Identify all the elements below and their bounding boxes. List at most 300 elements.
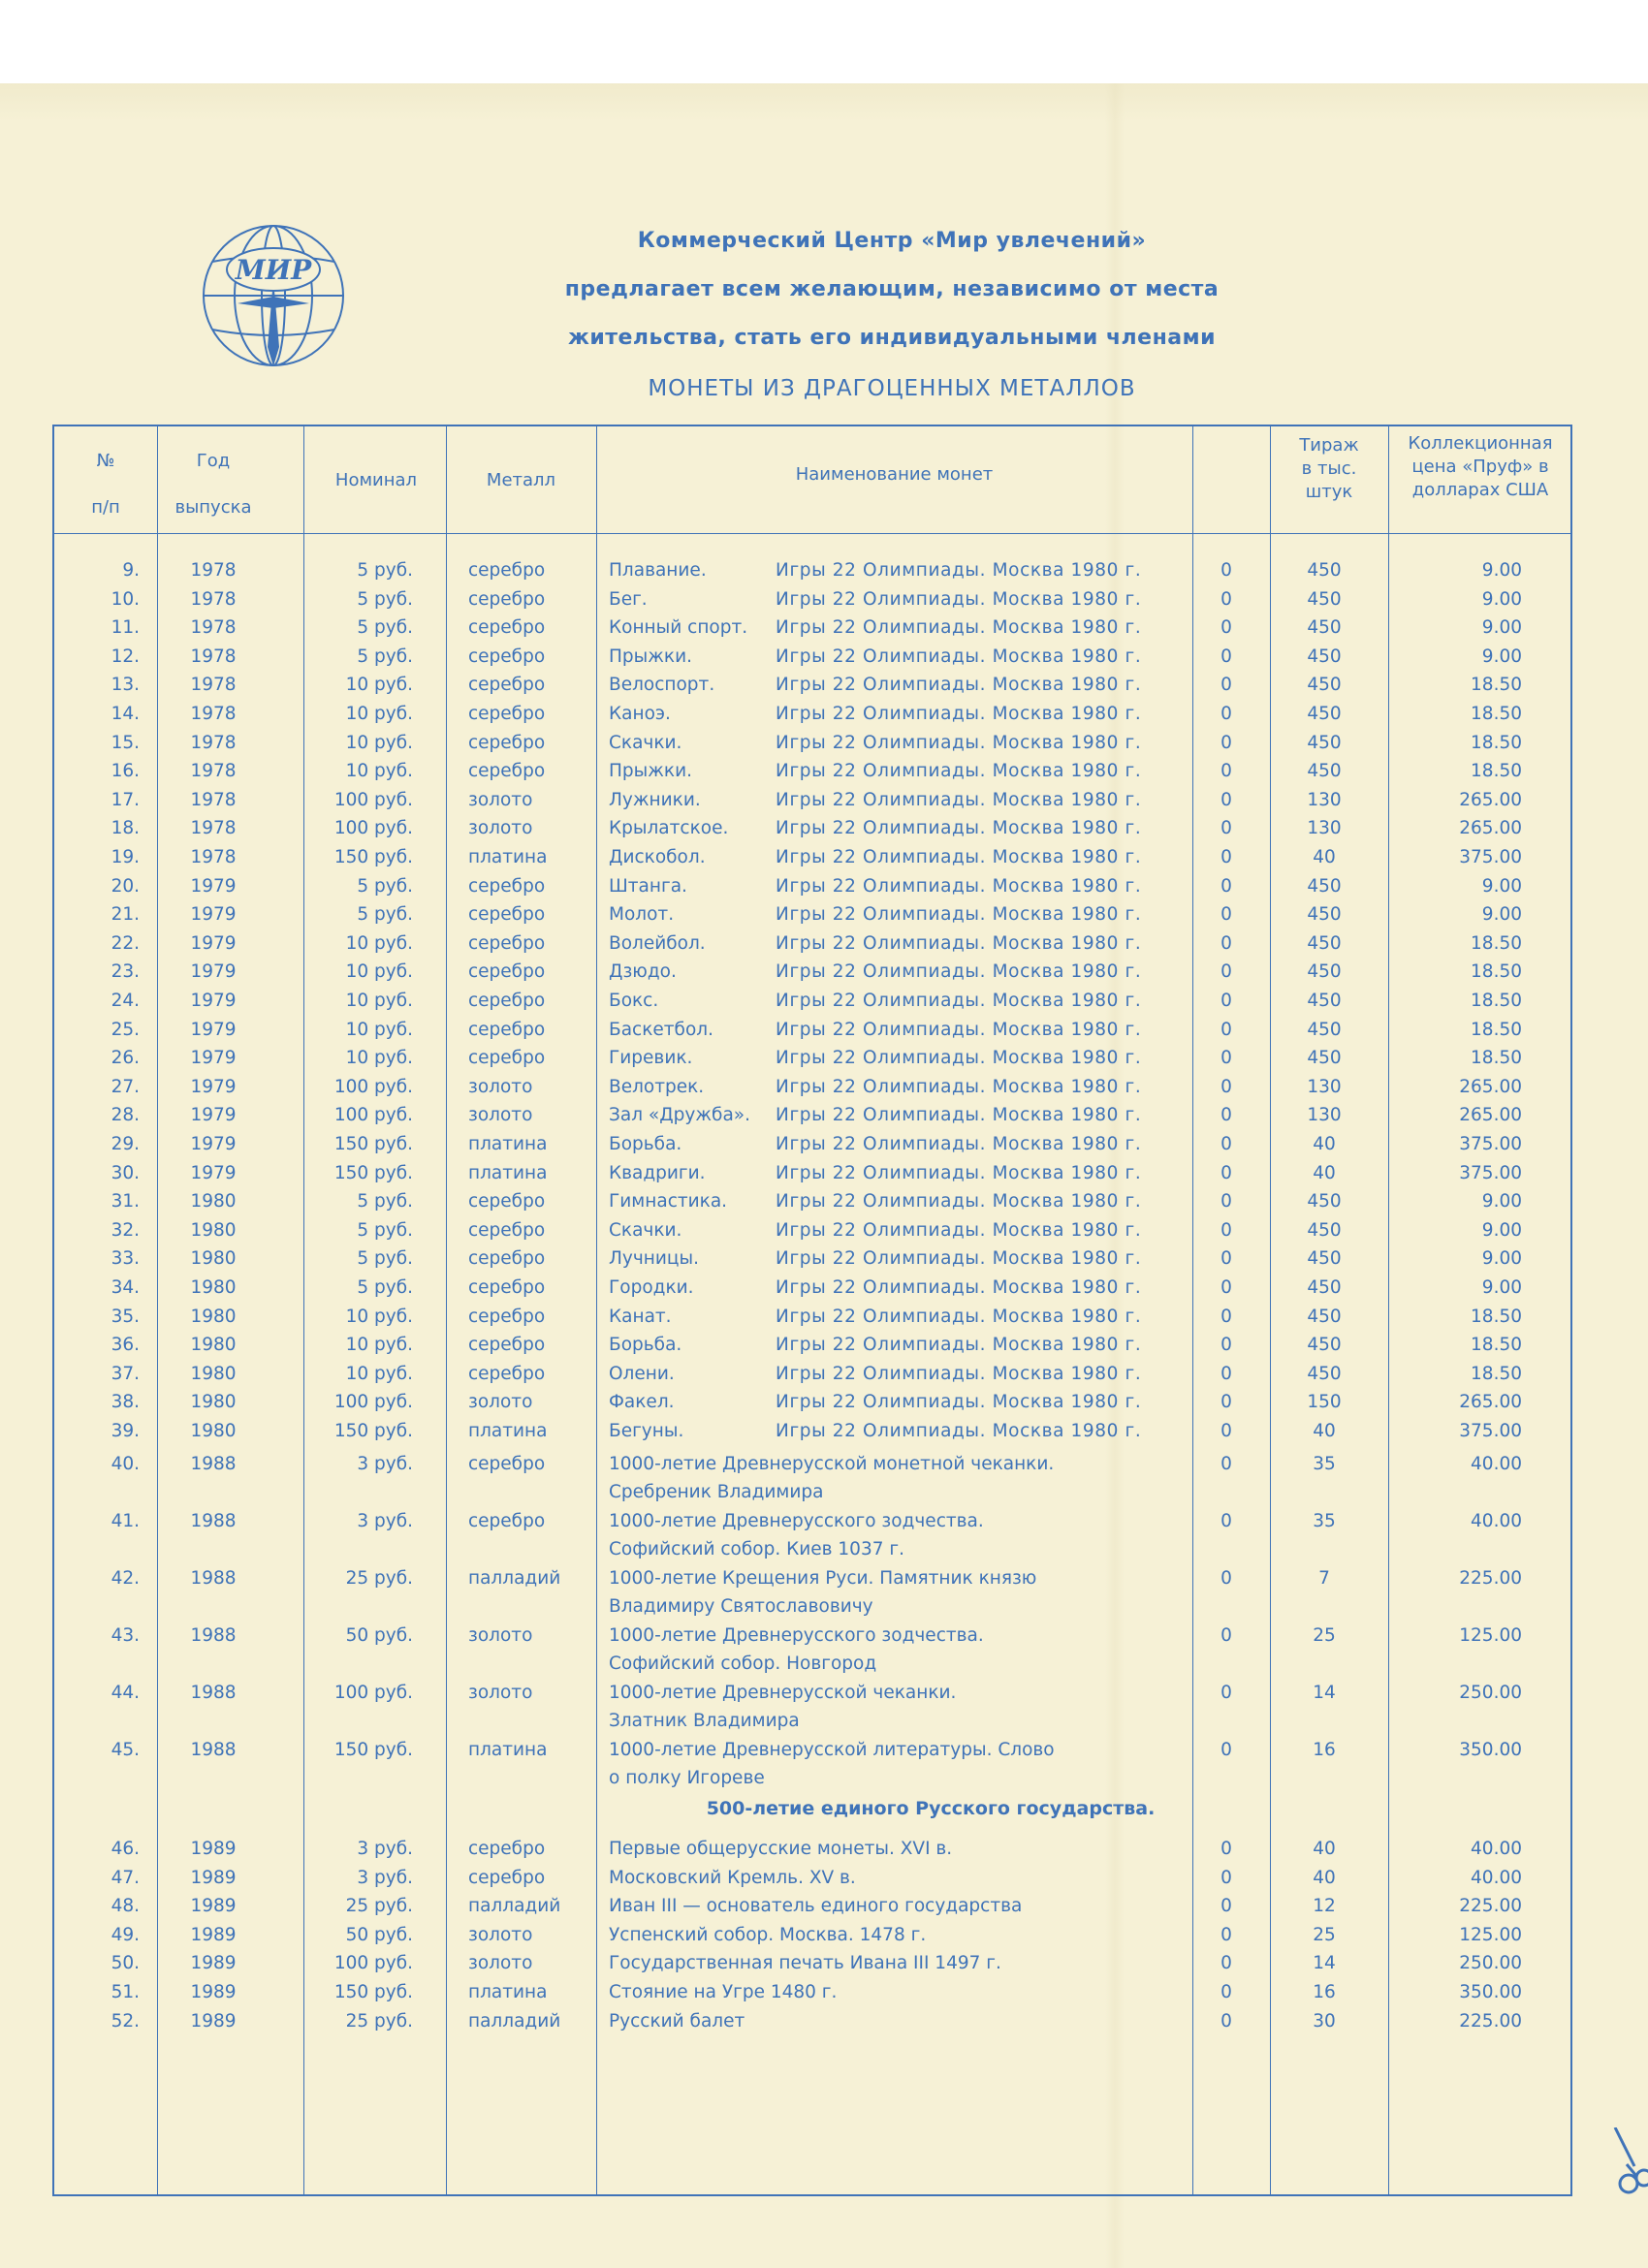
cell-year: 1988	[190, 1683, 237, 1703]
cell-price: 40.00	[1471, 1867, 1522, 1888]
cell-price: 18.50	[1471, 704, 1522, 724]
cell-price: 9.00	[1481, 875, 1522, 897]
cell-num: 51.	[111, 1982, 140, 2002]
cell-metal: серебро	[468, 675, 546, 696]
cell-sr: 0	[1220, 1076, 1232, 1097]
cell-year: 1979	[190, 875, 237, 897]
cell-metal: платина	[468, 1740, 548, 1760]
cell-num: 16.	[111, 761, 140, 782]
cell-circ: 450	[1307, 991, 1342, 1011]
cell-year: 1989	[190, 1924, 237, 1945]
cell-sr: 0	[1220, 560, 1232, 581]
cell-olympic-series: Игры 22 Олимпиады. Москва 1980 г.	[776, 847, 1142, 867]
cell-nominal: 10 руб.	[345, 1363, 413, 1384]
cell-price: 40.00	[1471, 1511, 1522, 1531]
cell-metal: золото	[468, 818, 533, 839]
cell-name-line-2: Златник Владимира	[609, 1711, 800, 1731]
cell-nominal: 50 руб.	[345, 1625, 413, 1646]
cell-olympic-series: Игры 22 Олимпиады. Москва 1980 г.	[776, 1219, 1142, 1241]
cell-name: Молот.	[609, 904, 675, 926]
cell-metal: серебро	[468, 761, 546, 782]
cell-circ: 16	[1313, 1740, 1336, 1760]
cell-circ: 450	[1307, 1335, 1342, 1356]
cell-circ: 40	[1313, 1134, 1336, 1154]
cell-num: 29.	[111, 1134, 140, 1154]
cell-year: 1980	[190, 1248, 237, 1270]
col-header-circulation-1: Тираж	[1299, 435, 1359, 456]
cell-price: 18.50	[1471, 1363, 1522, 1384]
cell-nominal: 10 руб.	[345, 1048, 413, 1069]
cell-num: 30.	[111, 1162, 140, 1183]
mir-globe-logo-icon	[199, 221, 349, 371]
cell-year: 1978	[190, 646, 237, 667]
cell-circ: 130	[1307, 1076, 1342, 1097]
header-line-3: жительства, стать его индивидуальными членами	[567, 326, 1217, 350]
cell-num: 15.	[111, 732, 140, 753]
cell-num: 43.	[111, 1625, 140, 1646]
cell-sr: 0	[1220, 1191, 1232, 1213]
cell-year: 1988	[190, 1454, 237, 1474]
cell-nominal: 10 руб.	[345, 991, 413, 1011]
cell-sr: 0	[1220, 1421, 1232, 1441]
cell-price: 40.00	[1471, 1454, 1522, 1474]
cell-circ: 14	[1313, 1953, 1336, 1974]
cell-olympic-series: Игры 22 Олимпиады. Москва 1980 г.	[776, 904, 1142, 926]
cell-sr: 0	[1220, 1277, 1232, 1298]
cell-name: Канат.	[609, 1306, 672, 1327]
cell-price: 375.00	[1459, 1421, 1522, 1441]
cell-name: 1000-летие Древнерусского зодчества.	[609, 1625, 984, 1646]
cell-sr: 0	[1220, 875, 1232, 897]
cell-name: Каноэ.	[609, 704, 671, 724]
cell-year: 1988	[190, 1511, 237, 1531]
cell-name-line-2: Софийский собор. Киев 1037 г.	[609, 1539, 904, 1559]
cell-num: 19.	[111, 847, 140, 867]
cell-price: 125.00	[1459, 1625, 1522, 1646]
cell-metal: платина	[468, 1982, 548, 2002]
cell-sr: 0	[1220, 789, 1232, 810]
cell-year: 1980	[190, 1191, 237, 1213]
cell-price: 9.00	[1481, 1248, 1522, 1270]
col-header-price-2: цена «Пруф» в	[1411, 457, 1549, 477]
cell-olympic-series: Игры 22 Олимпиады. Москва 1980 г.	[776, 1134, 1142, 1154]
cell-metal: серебро	[468, 560, 546, 581]
cell-metal: серебро	[468, 1306, 546, 1327]
cell-nominal: 10 руб.	[345, 961, 413, 983]
cell-num: 48.	[111, 1896, 140, 1917]
cell-metal: золото	[468, 789, 533, 810]
cell-circ: 25	[1313, 1625, 1336, 1646]
cell-price: 18.50	[1471, 991, 1522, 1011]
cell-nominal: 25 руб.	[345, 1568, 413, 1589]
cell-metal: серебро	[468, 617, 546, 639]
cell-num: 21.	[111, 904, 140, 926]
col-header-circulation-3: штук	[1305, 482, 1353, 502]
cell-name-line-2: Софийский собор. Новгород	[609, 1654, 877, 1674]
cell-metal: серебро	[468, 732, 546, 753]
cell-olympic-series: Игры 22 Олимпиады. Москва 1980 г.	[776, 991, 1142, 1011]
cell-year: 1978	[190, 789, 237, 810]
col-header-num: №	[96, 451, 115, 471]
cell-nominal: 10 руб.	[345, 732, 413, 753]
cell-num: 32.	[111, 1219, 140, 1241]
cell-nominal: 5 руб.	[357, 875, 413, 897]
cell-metal: золото	[468, 1625, 533, 1646]
cell-num: 18.	[111, 818, 140, 839]
cell-metal: золото	[468, 1953, 533, 1974]
cell-sr: 0	[1220, 2010, 1232, 2032]
cell-circ: 150	[1307, 1392, 1342, 1413]
cell-name: Гимнастика.	[609, 1191, 728, 1213]
cell-num: 23.	[111, 961, 140, 983]
cell-metal: серебро	[468, 1248, 546, 1270]
cell-name: Борьба.	[609, 1335, 682, 1356]
cell-name: Крылатское.	[609, 818, 729, 839]
cell-nominal: 100 руб.	[333, 789, 413, 810]
cell-olympic-series: Игры 22 Олимпиады. Москва 1980 г.	[776, 761, 1142, 782]
cell-name: Первые общерусские монеты. XVI в.	[609, 1839, 953, 1859]
cell-metal: серебро	[468, 961, 546, 983]
cell-olympic-series: Игры 22 Олимпиады. Москва 1980 г.	[776, 704, 1142, 724]
cell-circ: 40	[1313, 1162, 1336, 1183]
cell-num: 12.	[111, 646, 140, 667]
cell-year: 1980	[190, 1306, 237, 1327]
cell-circ: 450	[1307, 1306, 1342, 1327]
cell-metal: серебро	[468, 1048, 546, 1069]
cell-nominal: 100 руб.	[333, 818, 413, 839]
cell-name: Дзюдо.	[609, 961, 677, 983]
cell-metal: серебро	[468, 704, 546, 724]
cell-metal: серебро	[468, 1867, 546, 1888]
cell-num: 35.	[111, 1306, 140, 1327]
table-divider	[1192, 425, 1193, 2196]
cell-num: 50.	[111, 1953, 140, 1974]
cell-sr: 0	[1220, 1839, 1232, 1859]
cell-sr: 0	[1220, 991, 1232, 1011]
cell-name: Волейбол.	[609, 932, 706, 954]
section-title: 500-летие единого Русского государства.	[706, 1798, 1156, 1819]
cell-circ: 450	[1307, 961, 1342, 983]
cell-name: Скачки.	[609, 732, 682, 753]
cell-metal: золото	[468, 1683, 533, 1703]
cell-circ: 450	[1307, 904, 1342, 926]
cell-nominal: 10 руб.	[345, 704, 413, 724]
cell-num: 31.	[111, 1191, 140, 1213]
cell-olympic-series: Игры 22 Олимпиады. Москва 1980 г.	[776, 588, 1142, 610]
cell-year: 1989	[190, 1953, 237, 1974]
cell-olympic-series: Игры 22 Олимпиады. Москва 1980 г.	[776, 1076, 1142, 1097]
cell-sr: 0	[1220, 1740, 1232, 1760]
cell-name: Штанга.	[609, 875, 687, 897]
cell-num: 44.	[111, 1683, 140, 1703]
cell-name: Гиревик.	[609, 1048, 693, 1069]
cell-num: 39.	[111, 1421, 140, 1441]
cell-name: Велотрек.	[609, 1076, 705, 1097]
col-header-num-sub: п/п	[91, 497, 120, 518]
cell-nominal: 10 руб.	[345, 1335, 413, 1356]
cell-name: Русский балет	[609, 2010, 745, 2032]
cell-name: Факел.	[609, 1392, 675, 1413]
cell-metal: серебро	[468, 1511, 546, 1531]
cell-year: 1988	[190, 1568, 237, 1589]
cell-num: 26.	[111, 1048, 140, 1069]
cell-olympic-series: Игры 22 Олимпиады. Москва 1980 г.	[776, 675, 1142, 696]
cell-num: 25.	[111, 1019, 140, 1040]
cell-sr: 0	[1220, 588, 1232, 610]
cell-circ: 130	[1307, 818, 1342, 839]
cell-nominal: 5 руб.	[357, 1248, 413, 1270]
cell-sr: 0	[1220, 1162, 1232, 1183]
cell-name: Лучницы.	[609, 1248, 699, 1270]
cell-price: 9.00	[1481, 1191, 1522, 1213]
cell-sr: 0	[1220, 732, 1232, 753]
cell-metal: серебро	[468, 1277, 546, 1298]
cell-sr: 0	[1220, 1568, 1232, 1589]
cell-num: 28.	[111, 1105, 140, 1126]
cell-sr: 0	[1220, 761, 1232, 782]
document-subtitle: МОНЕТЫ ИЗ ДРАГОЦЕННЫХ МЕТАЛЛОВ	[648, 376, 1136, 401]
cell-name: Бег.	[609, 588, 648, 610]
cell-sr: 0	[1220, 1019, 1232, 1040]
cell-name: Олени.	[609, 1363, 675, 1384]
cell-nominal: 10 руб.	[345, 675, 413, 696]
cell-year: 1978	[190, 818, 237, 839]
cell-sr: 0	[1220, 1867, 1232, 1888]
cell-year: 1979	[190, 1076, 237, 1097]
cell-olympic-series: Игры 22 Олимпиады. Москва 1980 г.	[776, 818, 1142, 839]
cell-num: 17.	[111, 789, 140, 810]
cell-metal: золото	[468, 1924, 533, 1945]
cell-num: 34.	[111, 1277, 140, 1298]
cell-year: 1980	[190, 1421, 237, 1441]
cell-metal: серебро	[468, 1219, 546, 1241]
cell-year: 1979	[190, 1019, 237, 1040]
cell-price: 18.50	[1471, 675, 1522, 696]
cell-olympic-series: Игры 22 Олимпиады. Москва 1980 г.	[776, 789, 1142, 810]
cell-circ: 450	[1307, 1363, 1342, 1384]
cell-metal: серебро	[468, 588, 546, 610]
cell-circ: 450	[1307, 1191, 1342, 1213]
scissors-icon	[1607, 2127, 1648, 2195]
cell-sr: 0	[1220, 1248, 1232, 1270]
cell-num: 36.	[111, 1335, 140, 1356]
cell-price: 265.00	[1459, 789, 1522, 810]
cell-year: 1978	[190, 761, 237, 782]
cell-olympic-series: Игры 22 Олимпиады. Москва 1980 г.	[776, 732, 1142, 753]
cell-name: Прыжки.	[609, 646, 693, 667]
cell-metal: серебро	[468, 932, 546, 954]
cell-name: Скачки.	[609, 1219, 682, 1241]
cell-sr: 0	[1220, 932, 1232, 954]
cell-price: 18.50	[1471, 761, 1522, 782]
cell-sr: 0	[1220, 1363, 1232, 1384]
cell-year: 1979	[190, 991, 237, 1011]
cell-olympic-series: Игры 22 Олимпиады. Москва 1980 г.	[776, 961, 1142, 983]
cell-nominal: 150 руб.	[333, 1162, 413, 1183]
cell-name: Конный спорт.	[609, 617, 748, 639]
cell-year: 1980	[190, 1219, 237, 1241]
cell-num: 14.	[111, 704, 140, 724]
cell-year: 1979	[190, 932, 237, 954]
cell-price: 18.50	[1471, 1335, 1522, 1356]
cell-nominal: 25 руб.	[345, 2010, 413, 2032]
cell-olympic-series: Игры 22 Олимпиады. Москва 1980 г.	[776, 1335, 1142, 1356]
cell-metal: серебро	[468, 1191, 546, 1213]
cell-year: 1980	[190, 1363, 237, 1384]
table-divider	[596, 425, 597, 2196]
cell-circ: 450	[1307, 1277, 1342, 1298]
cell-price: 18.50	[1471, 1019, 1522, 1040]
cell-circ: 35	[1313, 1454, 1336, 1474]
cell-name: Дискобол.	[609, 847, 706, 867]
cell-nominal: 150 руб.	[333, 1134, 413, 1154]
cell-nominal: 100 руб.	[333, 1105, 413, 1126]
cell-name: Квадриги.	[609, 1162, 706, 1183]
cell-num: 52.	[111, 2010, 140, 2032]
cell-nominal: 150 руб.	[333, 1982, 413, 2002]
cell-circ: 450	[1307, 932, 1342, 954]
cell-year: 1978	[190, 675, 237, 696]
cell-name: Лужники.	[609, 789, 701, 810]
cell-name-line-2: Сребреник Владимира	[609, 1482, 824, 1502]
svg-text:МИР: МИР	[235, 254, 312, 286]
cell-nominal: 10 руб.	[345, 761, 413, 782]
cell-sr: 0	[1220, 1982, 1232, 2002]
cell-price: 375.00	[1459, 1162, 1522, 1183]
cell-circ: 16	[1313, 1982, 1336, 2002]
cell-nominal: 150 руб.	[333, 1421, 413, 1441]
cell-metal: серебро	[468, 991, 546, 1011]
cell-metal: серебро	[468, 1454, 546, 1474]
cell-nominal: 100 руб.	[333, 1076, 413, 1097]
cell-year: 1989	[190, 1867, 237, 1888]
cell-num: 13.	[111, 675, 140, 696]
cell-nominal: 5 руб.	[357, 588, 413, 610]
cell-sr: 0	[1220, 1048, 1232, 1069]
cell-price: 9.00	[1481, 617, 1522, 639]
cell-name: 1000-летие Древнерусской чеканки.	[609, 1683, 957, 1703]
cell-name-line-2: Владимиру Святославовичу	[609, 1596, 873, 1617]
cell-sr: 0	[1220, 1105, 1232, 1126]
cell-sr: 0	[1220, 1924, 1232, 1945]
cell-olympic-series: Игры 22 Олимпиады. Москва 1980 г.	[776, 617, 1142, 639]
cell-nominal: 5 руб.	[357, 1191, 413, 1213]
cell-sr: 0	[1220, 1511, 1232, 1531]
cell-name: Городки.	[609, 1277, 694, 1298]
cell-metal: серебро	[468, 646, 546, 667]
cell-nominal: 50 руб.	[345, 1924, 413, 1945]
cell-name: Баскетбол.	[609, 1019, 713, 1040]
cell-year: 1978	[190, 732, 237, 753]
cell-olympic-series: Игры 22 Олимпиады. Москва 1980 г.	[776, 932, 1142, 954]
cell-circ: 40	[1313, 1421, 1336, 1441]
cell-year: 1988	[190, 1625, 237, 1646]
cell-nominal: 150 руб.	[333, 1740, 413, 1760]
cell-num: 27.	[111, 1076, 140, 1097]
col-header-price-1: Коллекционная	[1408, 433, 1553, 454]
cell-olympic-series: Игры 22 Олимпиады. Москва 1980 г.	[776, 1162, 1142, 1183]
cell-year: 1989	[190, 1896, 237, 1917]
cell-price: 9.00	[1481, 1277, 1522, 1298]
cell-name-line-2: о полку Игореве	[609, 1768, 765, 1788]
cell-price: 9.00	[1481, 1219, 1522, 1241]
cell-metal: серебро	[468, 1019, 546, 1040]
cell-year: 1978	[190, 588, 237, 610]
cell-name: Успенский собор. Москва. 1478 г.	[609, 1924, 927, 1945]
cell-sr: 0	[1220, 818, 1232, 839]
col-header-price-3: долларах США	[1411, 480, 1549, 500]
cell-price: 265.00	[1459, 818, 1522, 839]
cell-price: 250.00	[1459, 1953, 1522, 1974]
cell-metal: золото	[468, 1392, 533, 1413]
cell-year: 1989	[190, 1839, 237, 1859]
cell-name: Плавание.	[609, 560, 707, 581]
cell-num: 37.	[111, 1363, 140, 1384]
cell-nominal: 100 руб.	[333, 1953, 413, 1974]
cell-num: 38.	[111, 1392, 140, 1413]
cell-name: Прыжки.	[609, 761, 693, 782]
cell-name: 1000-летие Крещения Руси. Памятник князю	[609, 1568, 1037, 1589]
col-header-name: Наименование монет	[795, 464, 994, 485]
cell-nominal: 5 руб.	[357, 1219, 413, 1241]
cell-num: 24.	[111, 991, 140, 1011]
cell-num: 42.	[111, 1568, 140, 1589]
col-header-year-sub: выпуска	[174, 497, 252, 518]
cell-sr: 0	[1220, 1306, 1232, 1327]
cell-metal: золото	[468, 1105, 533, 1126]
cell-circ: 450	[1307, 704, 1342, 724]
cell-circ: 7	[1318, 1568, 1330, 1589]
table-divider	[1270, 425, 1271, 2196]
cell-circ: 450	[1307, 761, 1342, 782]
cell-sr: 0	[1220, 1335, 1232, 1356]
cell-olympic-series: Игры 22 Олимпиады. Москва 1980 г.	[776, 1363, 1142, 1384]
cell-price: 265.00	[1459, 1076, 1522, 1097]
cell-nominal: 10 руб.	[345, 1306, 413, 1327]
cell-price: 350.00	[1459, 1740, 1522, 1760]
header-line-1: Коммерческий Центр «Мир увлечений»	[637, 229, 1147, 253]
cell-name: 1000-летие Древнерусской монетной чеканки.	[609, 1454, 1055, 1474]
cell-name: Бегуны.	[609, 1421, 684, 1441]
cell-year: 1988	[190, 1740, 237, 1760]
cell-circ: 450	[1307, 875, 1342, 897]
cell-olympic-series: Игры 22 Олимпиады. Москва 1980 г.	[776, 1248, 1142, 1270]
cell-num: 33.	[111, 1248, 140, 1270]
cell-year: 1979	[190, 1048, 237, 1069]
cell-olympic-series: Игры 22 Олимпиады. Москва 1980 г.	[776, 560, 1142, 581]
cell-price: 18.50	[1471, 1306, 1522, 1327]
cell-sr: 0	[1220, 961, 1232, 983]
cell-year: 1979	[190, 1134, 237, 1154]
cell-nominal: 5 руб.	[357, 617, 413, 639]
table-divider	[1388, 425, 1389, 2196]
cell-circ: 450	[1307, 732, 1342, 753]
cell-num: 10.	[111, 588, 140, 610]
table-divider	[446, 425, 447, 2196]
cell-metal: золото	[468, 1076, 533, 1097]
cell-year: 1978	[190, 560, 237, 581]
cell-circ: 450	[1307, 560, 1342, 581]
cell-price: 250.00	[1459, 1683, 1522, 1703]
cell-olympic-series: Игры 22 Олимпиады. Москва 1980 г.	[776, 875, 1142, 897]
cell-name: Московский Кремль. XV в.	[609, 1867, 856, 1888]
cell-circ: 14	[1313, 1683, 1336, 1703]
cell-nominal: 3 руб.	[357, 1511, 413, 1531]
cell-sr: 0	[1220, 1219, 1232, 1241]
cell-price: 350.00	[1459, 1982, 1522, 2002]
cell-nominal: 150 руб.	[333, 847, 413, 867]
cell-price: 225.00	[1459, 1896, 1522, 1917]
